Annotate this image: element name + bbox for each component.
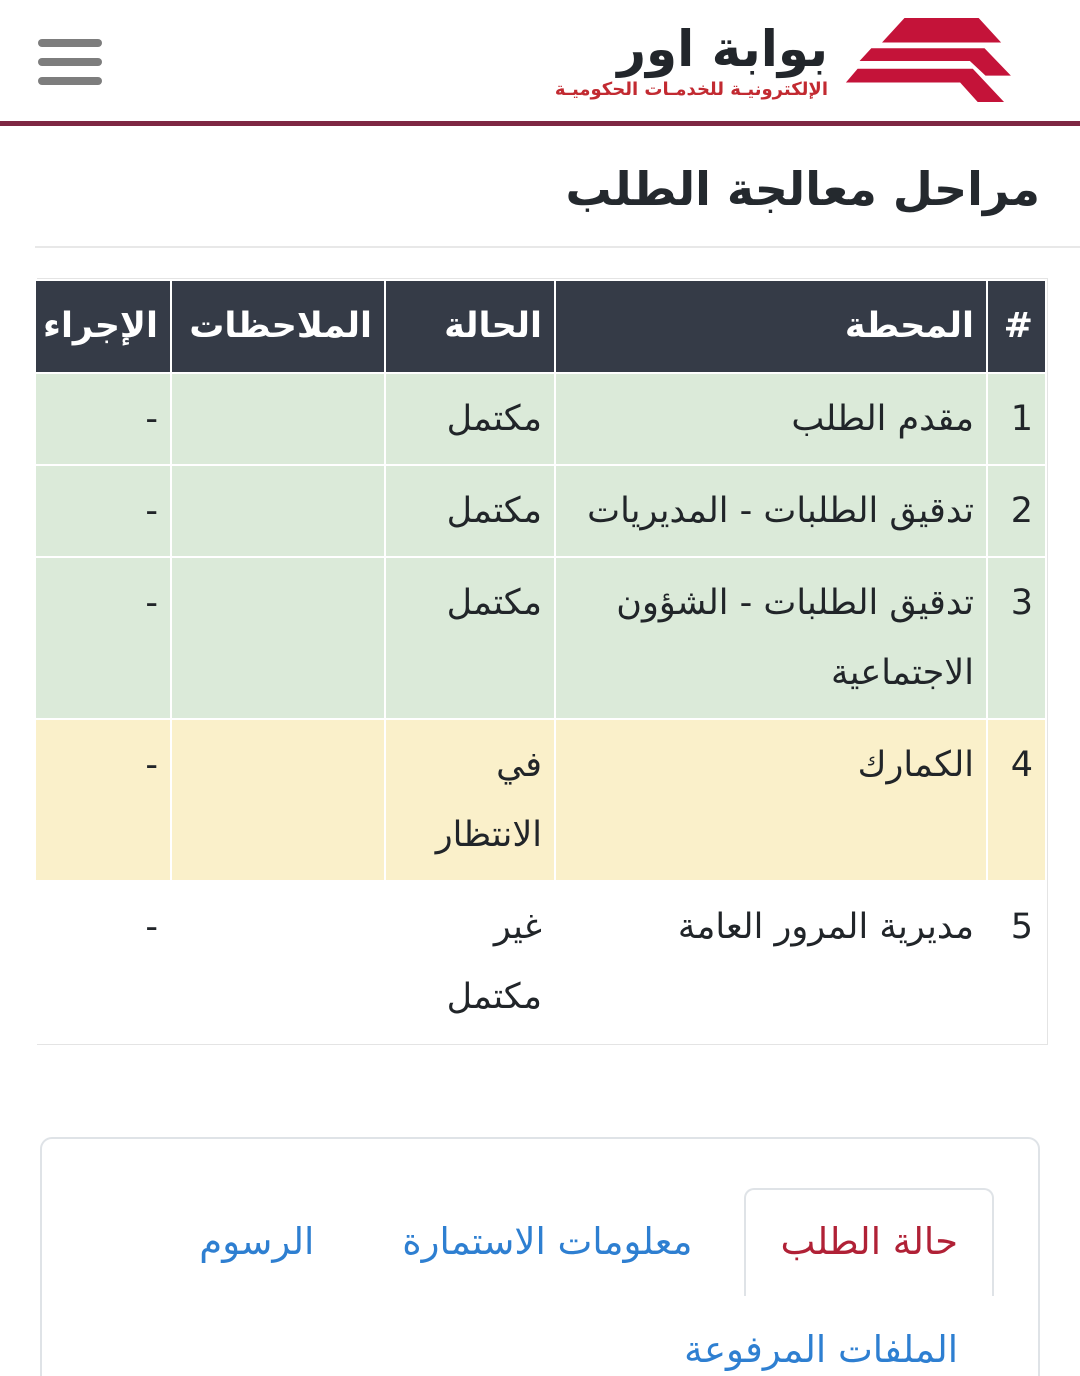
column-header-station: المحطة	[556, 281, 986, 372]
status-cell: مكتمل	[386, 558, 554, 718]
notes-cell	[172, 720, 384, 880]
stages-table	[34, 279, 1047, 1044]
details-card	[40, 1137, 1040, 1376]
station-cell: تدقيق الطلبات - المديريات	[556, 466, 986, 556]
status-cell: غير مكتمل	[386, 882, 554, 1042]
table-row	[36, 558, 1045, 718]
status-cell: في الانتظار	[386, 720, 554, 880]
ziggurat-logo-icon	[842, 12, 1047, 110]
row-number: 1	[988, 374, 1045, 464]
title-section	[0, 126, 1080, 216]
row-number: 2	[988, 466, 1045, 556]
details-tab-bar	[86, 1188, 994, 1376]
row-number: 4	[988, 720, 1045, 880]
notes-cell	[172, 882, 384, 1042]
action-cell: -	[36, 720, 170, 880]
column-header-action: الإجراء	[36, 281, 170, 372]
status-cell: مكتمل	[386, 374, 554, 464]
notes-cell	[172, 466, 384, 556]
station-cell: تدقيق الطلبات - الشؤون الاجتماعية	[556, 558, 986, 718]
stages-table-container	[37, 278, 1048, 1045]
column-header-status: الحالة	[386, 281, 554, 372]
row-number: 5	[988, 882, 1045, 1042]
action-cell: -	[36, 558, 170, 718]
table-row	[36, 882, 1045, 1042]
tab-form-information[interactable]: معلومات الاستمارة	[402, 1220, 693, 1263]
column-header-number: #	[988, 281, 1045, 372]
table-row	[36, 720, 1045, 880]
brand-title: بوابة اور	[617, 19, 828, 78]
table-row	[36, 374, 1045, 464]
notes-cell	[172, 374, 384, 464]
tab-request-status[interactable]: حالة الطلب	[744, 1188, 994, 1296]
tab-fees[interactable]: الرسوم	[199, 1220, 315, 1263]
action-cell: -	[36, 882, 170, 1042]
station-cell: مديرية المرور العامة	[556, 882, 986, 1042]
table-header-row	[36, 281, 1045, 372]
top-header	[0, 0, 1080, 121]
brand-text	[554, 19, 828, 100]
station-cell: الكمارك	[556, 720, 986, 880]
row-number: 3	[988, 558, 1045, 718]
hamburger-menu-icon[interactable]	[38, 26, 102, 96]
hamburger-bar	[38, 77, 102, 85]
action-cell: -	[36, 374, 170, 464]
page-title: مراحل معالجة الطلب	[565, 162, 1040, 216]
station-cell: مقدم الطلب	[556, 374, 986, 464]
hamburger-bar	[38, 58, 102, 66]
title-divider	[35, 246, 1080, 248]
hamburger-bar	[38, 39, 102, 47]
action-cell: -	[36, 466, 170, 556]
table-row	[36, 466, 1045, 556]
tab-uploaded-files[interactable]: الملفات المرفوعة	[684, 1328, 958, 1371]
brand-logo-block[interactable]	[555, 12, 1047, 110]
brand-subtitle: الإلكترونيـة للخدمـات الحكوميـة	[554, 78, 828, 100]
status-cell: مكتمل	[386, 466, 554, 556]
column-header-notes: الملاحظات	[172, 281, 384, 372]
notes-cell	[172, 558, 384, 718]
